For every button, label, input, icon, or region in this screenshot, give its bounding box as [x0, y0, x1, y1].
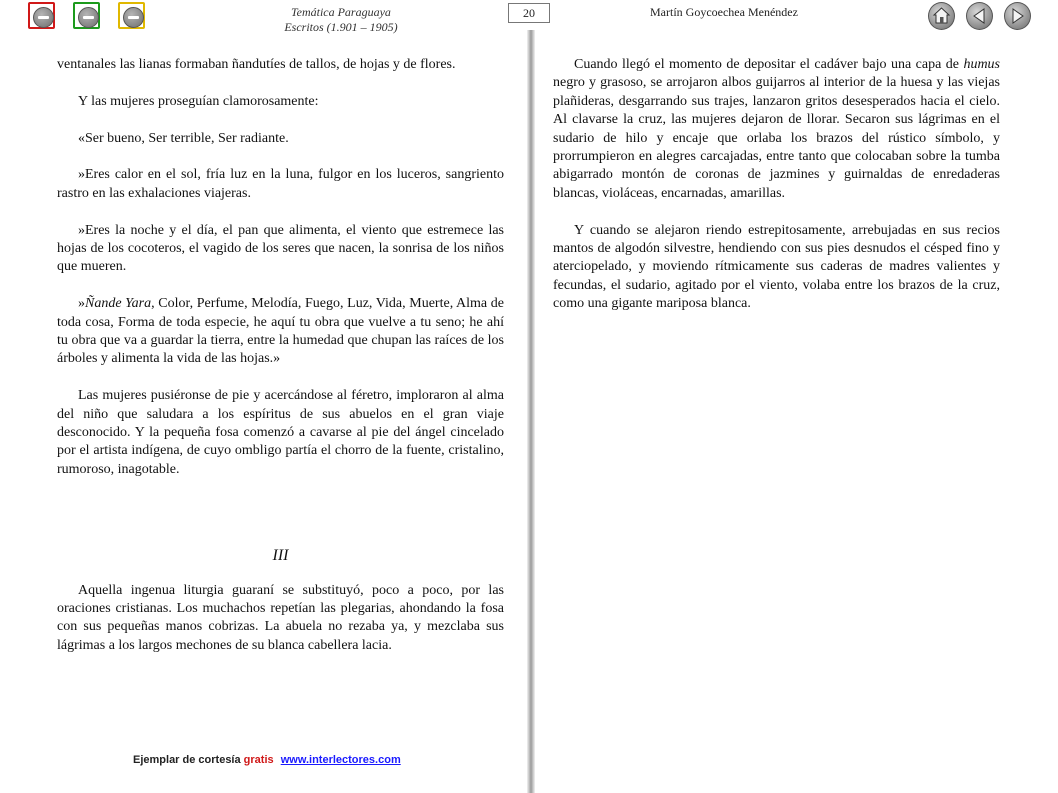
green-minus-button[interactable]	[73, 2, 100, 29]
text-run: Cuando llegó el momento de depositar el cadáver bajo una capa de	[574, 57, 964, 72]
book-title: Temática Paraguaya	[291, 5, 391, 19]
paragraph: Y cuando se alejaron riendo estrepitosamente, arrebujadas en sus recios mantos de algodón silvestre, hendiendo con sus pies desnudos el césped fino y aterciopelado, y moviendo rítmicamente sus caderas de madres valientes y fecundas, el sudario, agitado por el viento, volaba entre los brazos de la cruz, como una gigante mariposa blanca.	[553, 222, 1000, 312]
page-divider	[527, 30, 535, 793]
minus-icon	[78, 7, 99, 28]
section-heading: III	[272, 547, 289, 565]
minus-icon	[123, 7, 144, 28]
paragraph	[57, 295, 504, 369]
website-link[interactable]: www.interlectores.com	[280, 754, 401, 766]
text-run: , Color, Perfume, Melodía, Fuego, Luz, Vida, Muerte, Alma de toda cosa, Forma de toda especie, he aquí tu obra que vuelve a tu seno; he ahí tu obra que va a guardar la tierra, entre la humedad que chupan las raíces de los árboles y alimenta la vida de las hojas.»	[57, 296, 504, 367]
right-column	[553, 56, 1000, 332]
text-run: negro y grasoso, se arrojaron albos guijarros al interior de la huesa y las viejas plañideras, desgarrando sus trajes, lanzaron gritos desesperados hacia el cielo. Al clavarse la cruz, las mujeres dejaron de llorar. Secaron sus lágrimas en el sudario de hilo y encaje que orlaba los brazos del rústico símbolo, y prorrumpieron en alegres carcajadas, entre tanto que colocaban sobre la tumba abigarrado montón de coronas de jazmines y guirnaldas de enredaderas blancas, violáceas, encarnadas, amarillas.	[553, 75, 1000, 201]
book-subtitle: Escritos (1.901 – 1905)	[284, 20, 398, 34]
paragraph: ventanales las lianas formaban ñandutíes de tallos, de hojas y de flores.	[57, 57, 456, 72]
paragraph: »Eres calor en el sol, fría luz en la luna, fulgor en los luceros, sangriento rastro en las exhalaciones viajeras.	[57, 167, 504, 201]
yellow-minus-button[interactable]	[118, 2, 145, 29]
left-column	[57, 56, 504, 674]
previous-page-button[interactable]	[966, 2, 993, 30]
footer-text: Ejemplar de cortesía	[133, 754, 241, 766]
red-minus-button[interactable]	[28, 2, 55, 29]
previous-page-icon	[970, 6, 989, 26]
next-page-icon	[1008, 6, 1027, 26]
paragraph: Y las mujeres proseguían clamorosamente:	[78, 93, 319, 109]
paragraph: Las mujeres pusiéronse de pie y acercándose al féretro, imploraron al alma del niño que saludara a los espíritus de sus abuelos en el gran viaje desconocido. Y la pequeña fosa comenzó a cavarse al pie del ángel cincelado por el artista indígena, de cuyo ombligo partía el chorro de la fuente, cristalino, rumoroso, inagotable.	[57, 388, 504, 477]
home-button[interactable]	[928, 2, 955, 30]
paragraph: Aquella ingenua liturgia guaraní se substituyó, poco a poco, por las oraciones cristianas. Los muchachos repetían las plegarias, ahondando la fosa con sus pequeñas manos cobrizas. La abuela no rezaba ya, y mezclaba sus lágrimas a los largos mechones de su blanca cabellera lacia.	[57, 582, 504, 653]
emphasis-text: humus	[963, 57, 1000, 72]
home-icon	[932, 6, 951, 26]
footer	[133, 754, 401, 766]
minus-icon	[33, 7, 54, 28]
page-number: 20	[508, 3, 550, 23]
paragraph	[553, 56, 1000, 203]
author-name: Martín Goycoechea Menéndez	[650, 5, 798, 19]
next-page-button[interactable]	[1004, 2, 1031, 30]
emphasis-text: Ñande Yara	[85, 296, 152, 312]
paragraph: »Eres la noche y el día, el pan que alimenta, el viento que estremece las hojas de los cocoteros, el vagido de los seres que nacen, la sonrisa de los niños que mueren.	[57, 222, 504, 275]
paragraph: «Ser bueno, Ser terrible, Ser radiante.	[78, 130, 289, 146]
text-run: »	[78, 296, 85, 312]
footer-gratis: gratis	[243, 754, 274, 766]
